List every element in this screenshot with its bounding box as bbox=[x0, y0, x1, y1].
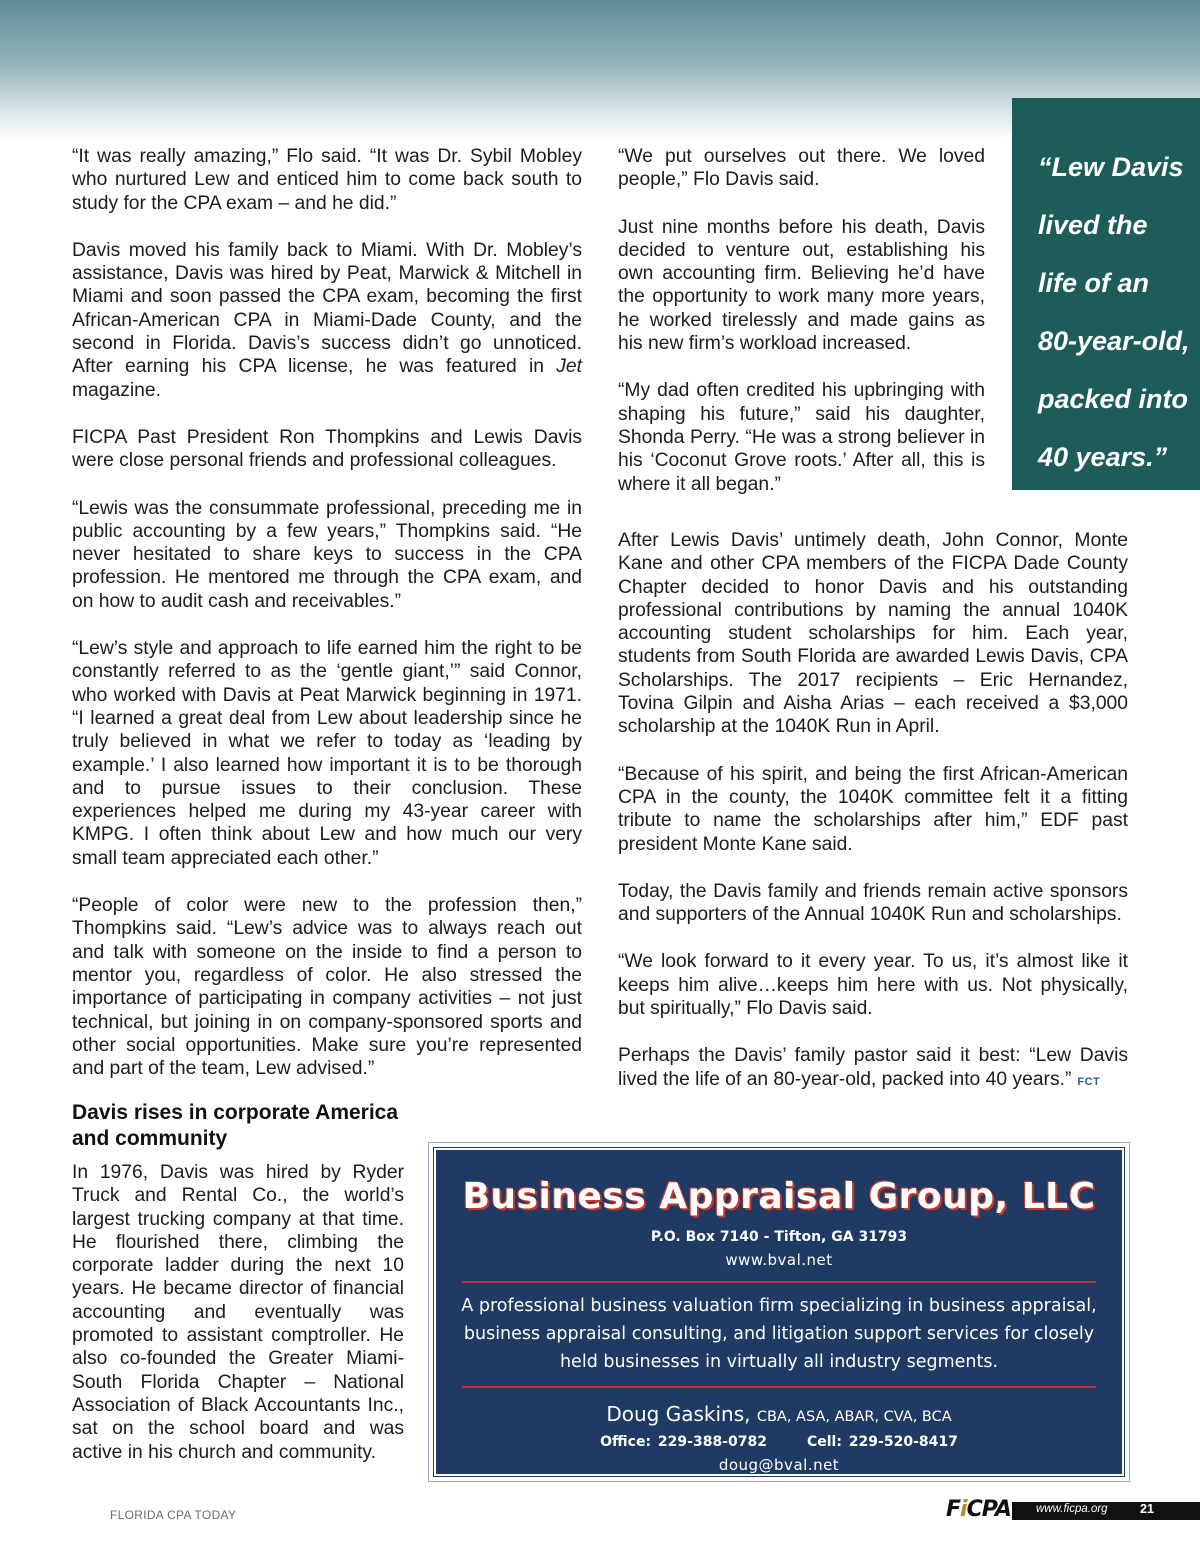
paragraph: “It was really amazing,” Flo said. “It was Dr. Sybil Mobley who nurtured Lew and enticed him to come back south to study for the CPA exam – and he did.” bbox=[72, 146, 582, 214]
bottom-left-column bbox=[72, 1161, 404, 1488]
pull-quote-line: 40 years.” bbox=[1038, 442, 1168, 472]
jet-magazine-title: Jet bbox=[556, 356, 583, 378]
paragraph: “Because of his spirit, and being the first African-American CPA in the county, the 1040K committee felt it a fitting tribute to name the scholarships after him,” EDF past president Monte Kane said. bbox=[618, 763, 1128, 855]
logo-letter: F bbox=[946, 1497, 961, 1522]
pull-quote-line: life of an bbox=[1038, 268, 1150, 298]
footer-publication: FLORIDA CPA TODAY bbox=[110, 1508, 237, 1522]
paragraph-tail: magazine. bbox=[72, 379, 161, 401]
business-appraisal-ad bbox=[428, 1142, 1130, 1482]
right-column bbox=[618, 529, 1128, 1118]
ad-email-link[interactable]: doug@bval.net bbox=[718, 1456, 840, 1474]
logo-letter: i bbox=[960, 1497, 967, 1522]
section-heading: Davis rises in corporate America and community bbox=[72, 1101, 399, 1150]
pull-quote bbox=[1012, 98, 1200, 490]
ad-description: A professional business valuation firm specializing in business appraisal, business appraisal consulting, and litigation support services for closely held businesses in virtually all industry segments. bbox=[461, 1296, 1097, 1372]
ad-credentials: CBA, ASA, ABAR, CVA, BCA bbox=[756, 1409, 952, 1425]
ficpa-logo bbox=[946, 1497, 1011, 1522]
paragraph: “Lewis was the consummate professional, preceding me in public accounting by a few years,” Thompkins said. “He never hesitated to share keys to success in the CPA profession. He mentored me through the CPA exam, and on how to audit cash and receivables.” bbox=[72, 497, 582, 612]
paragraph: “We put ourselves out there. We loved people,” Flo Davis said. bbox=[618, 146, 985, 191]
paragraph-text: Davis moved his family back to Miami. With Dr. Mobley’s assistance, Davis was hired by Peat, Marwick & Mitchell in Miami and soon passed the CPA exam, becoming the first African-American CPA in Miami-Dade County, and the second in Florida. Davis’s success didn’t go unnoticed. After earning his CPA license, he was featured in bbox=[72, 239, 582, 378]
middle-column bbox=[618, 145, 985, 520]
paragraph bbox=[72, 239, 582, 402]
paragraph: Just nine months before his death, Davis decided to venture out, establishing his own accounting firm. Believing he’d have the opportunity to work many more years, he worked tirelessly and made gains as his new firm’s workload increased. bbox=[618, 216, 985, 355]
ad-contact bbox=[436, 1402, 1122, 1426]
ad-website-link[interactable]: www.bval.net bbox=[725, 1251, 833, 1269]
left-column bbox=[72, 145, 582, 1104]
footer-website-link[interactable]: www.ficpa.org bbox=[1036, 1503, 1108, 1515]
paragraph: “People of color were new to the profession then,” Thompkins said. “Lew’s advice was to always reach out and talk with someone on the inside to find a person to mentor you, regardless of color. He also stressed the importance of participating in company activities – not just technical, but joining in on company-sponsored sports and other social opportunities. Make sure you’re represented and part of the team, Lew advised.” bbox=[72, 895, 582, 1080]
ad-cell-phone: Cell: 229-520-8417 bbox=[806, 1434, 958, 1450]
closing-quote: Perhaps the Davis’ family pastor said it best: “Lew Davis lived the life of an 80-year-old, packed into 40 years.” bbox=[618, 1045, 1128, 1090]
paragraph: “We look forward to it every year. To us, it’s almost like it keeps him alive…keeps him here with us. Not physically, but spiritually,” Flo Davis said. bbox=[618, 951, 1128, 1020]
ad-divider bbox=[462, 1281, 1096, 1283]
ad-title: Business Appraisal Group, LLC bbox=[462, 1176, 1096, 1217]
ad-contact-name: Doug Gaskins, bbox=[606, 1402, 751, 1426]
pull-quote-line: lived the bbox=[1038, 210, 1148, 240]
paragraph: FICPA Past President Ron Thompkins and Lewis Davis were close personal friends and professional colleagues. bbox=[72, 426, 582, 472]
ad-panel bbox=[434, 1148, 1124, 1476]
paragraph: “My dad often credited his upbringing with shaping his future,” said his daughter, Shonda Perry. “He was a strong believer in his ‘Coconut Grove roots.’ After all, this is where it all began.” bbox=[618, 380, 985, 495]
logo-letters: CPA bbox=[966, 1497, 1011, 1522]
ad-phones bbox=[436, 1434, 1122, 1450]
page-number: 21 bbox=[1140, 1502, 1154, 1516]
ad-address: P.O. Box 7140 - Tifton, GA 31793 bbox=[650, 1229, 908, 1245]
end-mark: FCT bbox=[1077, 1075, 1101, 1088]
pull-quote-line: 80-year-old, bbox=[1038, 326, 1190, 356]
ad-divider bbox=[462, 1386, 1096, 1388]
ad-office-phone: Office: 229-388-0782 bbox=[600, 1434, 767, 1450]
paragraph bbox=[618, 1044, 1128, 1094]
pull-quote-line: packed into bbox=[1038, 384, 1189, 414]
pull-quote-line: “Lew Davis bbox=[1038, 152, 1184, 182]
paragraph: Today, the Davis family and friends remain active sponsors and supporters of the Annual 1040K Run and scholarships. bbox=[618, 880, 1128, 926]
paragraph: In 1976, Davis was hired by Ryder Truck and Rental Co., the world’s largest trucking company at that time. He flourished there, climbing the corporate ladder during the next 10 years. He became director of financial accounting and eventually was promoted to assistant comptroller. He also co-founded the Greater Miami-South Florida Chapter – National Association of Black Accountants Inc., sat on the school board and was active in his church and community. bbox=[72, 1162, 404, 1463]
paragraph: After Lewis Davis’ untimely death, John Connor, Monte Kane and other CPA members of the FICPA Dade County Chapter decided to honor Davis and his outstanding professional contributions by naming the annual 1040K accounting student scholarships for him. Each year, students from South Florida are awarded Lewis Davis, CPA Scholarships. The 2017 recipients – Eric Hernandez, Tovina Gilpin and Aisha Arias – each received a $3,000 scholarship at the 1040K Run in April. bbox=[618, 530, 1128, 738]
paragraph: “Lew’s style and approach to life earned him the right to be constantly referred to as the ‘gentle giant,’” said Connor, who worked with Davis at Peat Marwick beginning in 1971. “I learned a great deal from Lew about leadership since he truly believed in what we refer to today as ‘leading by example.’ I also learned how important it is to be thorough and to pursue issues to their conclusion. These experiences helped me during my 43-year career with KMPG. I often think about Lew and how much our very small team appreciated each other.” bbox=[72, 638, 582, 869]
